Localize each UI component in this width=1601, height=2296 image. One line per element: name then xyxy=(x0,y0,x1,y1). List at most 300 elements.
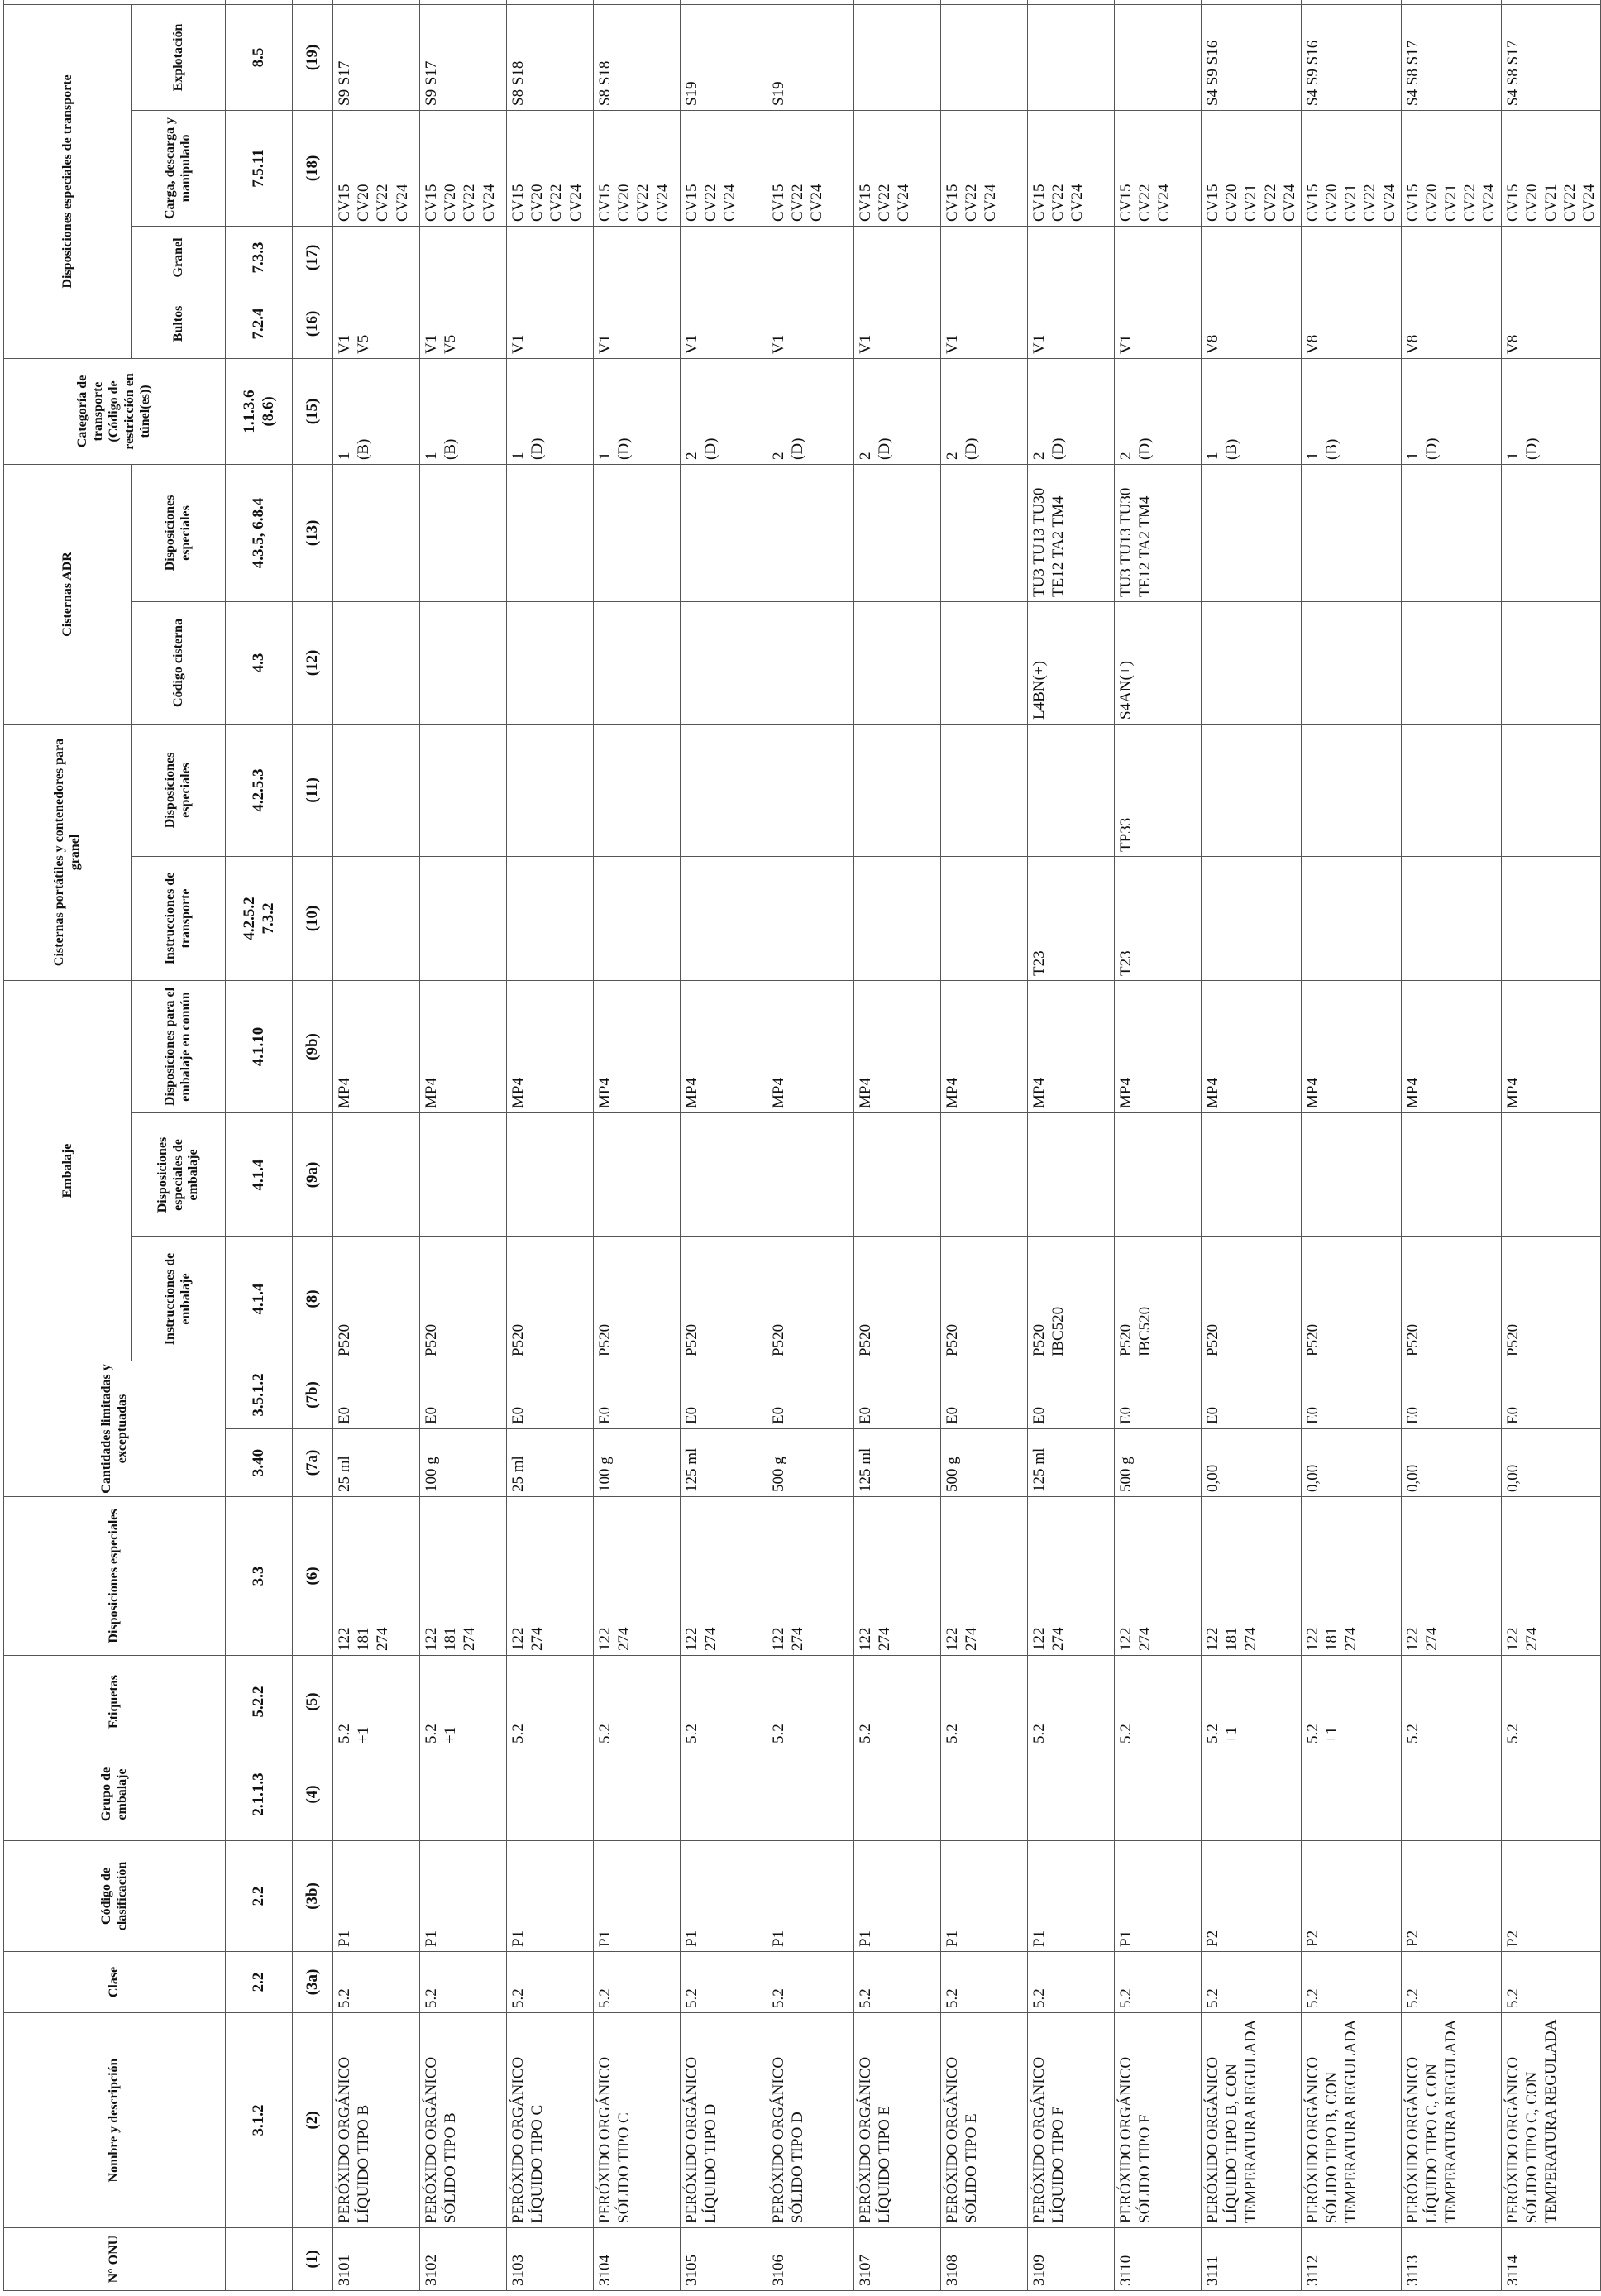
header-bulk: Granel xyxy=(132,226,226,289)
mixed-packing-cell: MP4 xyxy=(1115,980,1202,1112)
tank-special-cell xyxy=(594,464,681,601)
hazard-id-cell xyxy=(1202,0,1302,4)
name-description-cell: PERÓXIDO ORGÁNICO SÓLIDO TIPO C, CON TEMPERATURA REGULADA xyxy=(1501,2013,1601,2228)
un-number-cell: 3112 xyxy=(1301,2228,1401,2291)
loading-cell: CV15 CV22 CV24 xyxy=(1028,110,1115,226)
packages-cell: V8 xyxy=(1401,289,1501,358)
name-description-cell: PERÓXIDO ORGÁNICO LÍQUIDO TIPO F xyxy=(1028,2013,1115,2228)
table-row xyxy=(767,0,854,2291)
bulk-cell xyxy=(1028,226,1115,289)
packages-cell: V1 xyxy=(1115,289,1202,358)
table-row xyxy=(1501,0,1601,2291)
column-number-cell: (5) xyxy=(293,1656,333,1748)
column-number-cell: (9a) xyxy=(293,1113,333,1237)
excepted-quantity-cell: E0 xyxy=(1301,1361,1401,1429)
special-provisions-cell: 122 181 274 xyxy=(1301,1497,1401,1656)
header-name: Nombre y descripción xyxy=(4,2013,226,2228)
tank-special-cell xyxy=(1301,464,1401,601)
name-description-cell: PERÓXIDO ORGÁNICO SÓLIDO TIPO F xyxy=(1115,2013,1202,2228)
limited-quantity-cell: 125 ml xyxy=(681,1429,767,1497)
bulk-cell xyxy=(420,226,507,289)
transport-category-cell: 2 (D) xyxy=(1028,358,1115,464)
reference-cell: 4.1.4 xyxy=(226,1113,293,1237)
packing-group-cell xyxy=(1028,1748,1115,1841)
special-provisions-cell: 122 181 274 xyxy=(420,1497,507,1656)
labels-cell: 5.2 xyxy=(767,1656,854,1748)
packing-special-cell xyxy=(507,1113,594,1237)
packing-instructions-cell: P520 xyxy=(594,1237,681,1361)
operation-cell: S19 xyxy=(681,4,767,110)
hazard-id-cell xyxy=(1115,0,1202,4)
reference-cell: 2.1.1.3 xyxy=(226,1748,293,1841)
hazard-id-cell xyxy=(333,0,420,4)
hazard-id-cell xyxy=(1301,0,1401,4)
transport-category-cell: 1 (B) xyxy=(333,358,420,464)
transport-category-cell: 1 (D) xyxy=(507,358,594,464)
packages-cell: V1 xyxy=(941,289,1028,358)
loading-cell: CV15 CV22 CV24 xyxy=(681,110,767,226)
table-row xyxy=(854,0,941,2291)
header-limited-excepted: Cantidades limitadas y exceptuadas xyxy=(4,1361,226,1497)
packages-cell: V1 V5 xyxy=(333,289,420,358)
excepted-quantity-cell: E0 xyxy=(420,1361,507,1429)
packing-instructions-cell: P520 xyxy=(1202,1237,1302,1361)
class-cell: 5.2 xyxy=(1115,1952,1202,2013)
bulk-cell xyxy=(681,226,767,289)
bulk-cell xyxy=(1202,226,1302,289)
table-row xyxy=(1202,0,1302,2291)
transport-category-cell: 2 (D) xyxy=(1115,358,1202,464)
tank-code-cell xyxy=(854,601,941,724)
un-number-cell: 3103 xyxy=(507,2228,594,2291)
packing-instructions-cell: P520 xyxy=(1501,1237,1601,1361)
table-row xyxy=(1028,0,1115,2291)
table-row xyxy=(1301,0,1401,2291)
limited-quantity-cell: 0,00 xyxy=(1501,1429,1601,1497)
hazard-id-cell xyxy=(594,0,681,4)
packing-instructions-cell: P520 xyxy=(767,1237,854,1361)
labels-cell: 5.2 xyxy=(1115,1656,1202,1748)
packing-group-cell xyxy=(767,1748,854,1841)
packages-cell: V8 xyxy=(1202,289,1302,358)
class-cell: 5.2 xyxy=(1401,1952,1501,2013)
classification-code-cell: P1 xyxy=(854,1841,941,1952)
reference-cell: 4.1.4 xyxy=(226,1237,293,1361)
classification-code-cell: P2 xyxy=(1301,1841,1401,1952)
column-number-cell: (17) xyxy=(293,226,333,289)
packages-cell: V1 xyxy=(681,289,767,358)
column-number-cell: (12) xyxy=(293,601,333,724)
packing-instructions-cell: P520 xyxy=(333,1237,420,1361)
reference-cell: 7.3.3 xyxy=(226,226,293,289)
tank-code-cell xyxy=(1401,601,1501,724)
mixed-packing-cell: MP4 xyxy=(767,980,854,1112)
loading-cell: CV15 CV20 CV22 CV24 xyxy=(333,110,420,226)
packing-instructions-cell: P520 xyxy=(420,1237,507,1361)
classification-code-cell: P1 xyxy=(941,1841,1028,1952)
packing-special-cell xyxy=(1115,1113,1202,1237)
labels-cell: 5.2 +1 xyxy=(420,1656,507,1748)
name-description-cell: PERÓXIDO ORGÁNICO SÓLIDO TIPO D xyxy=(767,2013,854,2228)
portable-tank-special-cell xyxy=(420,724,507,856)
operation-cell: S4 S8 S17 xyxy=(1401,4,1501,110)
class-cell: 5.2 xyxy=(507,1952,594,2013)
packages-cell: V1 xyxy=(1028,289,1115,358)
tank-special-cell xyxy=(1401,464,1501,601)
header-special-provisions: Disposiciones especiales xyxy=(4,1497,226,1656)
limited-quantity-cell: 500 g xyxy=(767,1429,854,1497)
transport-category-cell: 1 (B) xyxy=(1202,358,1302,464)
labels-cell: 5.2 xyxy=(1401,1656,1501,1748)
header-pt-instructions: Instrucciones de transporte xyxy=(132,856,226,980)
bulk-cell xyxy=(333,226,420,289)
tank-code-cell xyxy=(507,601,594,724)
tank-special-cell xyxy=(507,464,594,601)
portable-tank-instructions-cell xyxy=(1401,856,1501,980)
transport-category-cell: 2 (D) xyxy=(854,358,941,464)
limited-quantity-cell: 100 g xyxy=(420,1429,507,1497)
portable-tank-special-cell xyxy=(1501,724,1601,856)
limited-quantity-cell: 0,00 xyxy=(1401,1429,1501,1497)
tank-special-cell xyxy=(420,464,507,601)
mixed-packing-cell: MP4 xyxy=(420,980,507,1112)
header-labels: Etiquetas xyxy=(4,1656,226,1748)
un-number-cell: 3113 xyxy=(1401,2228,1501,2291)
name-description-cell: PERÓXIDO ORGÁNICO SÓLIDO TIPO B, CON TEMPERATURA REGULADA xyxy=(1301,2013,1401,2228)
limited-quantity-cell: 25 ml xyxy=(333,1429,420,1497)
tank-code-cell xyxy=(1501,601,1601,724)
mixed-packing-cell: MP4 xyxy=(1401,980,1501,1112)
portable-tank-special-cell xyxy=(681,724,767,856)
reference-cell: 4.2.5.3 xyxy=(226,724,293,856)
packing-group-cell xyxy=(1401,1748,1501,1841)
name-description-cell: PERÓXIDO ORGÁNICO LÍQUIDO TIPO B, CON TEMPERATURA REGULADA xyxy=(1202,2013,1302,2228)
tank-code-cell xyxy=(767,601,854,724)
mixed-packing-cell: MP4 xyxy=(333,980,420,1112)
limited-quantity-cell: 500 g xyxy=(941,1429,1028,1497)
limited-quantity-cell: 0,00 xyxy=(1202,1429,1302,1497)
operation-cell: S8 S18 xyxy=(594,4,681,110)
portable-tank-special-cell xyxy=(854,724,941,856)
packing-special-cell xyxy=(941,1113,1028,1237)
column-number-cell xyxy=(293,0,333,4)
mixed-packing-cell: MP4 xyxy=(1501,980,1601,1112)
name-description-cell: PERÓXIDO ORGÁNICO SÓLIDO TIPO E xyxy=(941,2013,1028,2228)
hazard-id-cell xyxy=(1401,0,1501,4)
operation-cell: S8 S18 xyxy=(507,4,594,110)
column-number-cell: (18) xyxy=(293,110,333,226)
tank-code-cell xyxy=(594,601,681,724)
classification-code-cell: P2 xyxy=(1401,1841,1501,1952)
packing-group-cell xyxy=(1301,1748,1401,1841)
packing-instructions-cell: P520 xyxy=(941,1237,1028,1361)
name-description-cell: PERÓXIDO ORGÁNICO LÍQUIDO TIPO C xyxy=(507,2013,594,2228)
packing-group-cell xyxy=(941,1748,1028,1841)
packing-special-cell xyxy=(681,1113,767,1237)
table-row xyxy=(1401,0,1501,2291)
table-row xyxy=(941,0,1028,2291)
packing-special-cell xyxy=(333,1113,420,1237)
operation-cell: S9 S17 xyxy=(420,4,507,110)
header-classification-code: Código de clasificación xyxy=(4,1841,226,1952)
column-number-cell: (8) xyxy=(293,1237,333,1361)
packing-special-cell xyxy=(1401,1113,1501,1237)
column-number-cell: (7b) xyxy=(293,1361,333,1429)
tank-code-cell: S4AN(+) xyxy=(1115,601,1202,724)
transport-category-cell: 1 (B) xyxy=(420,358,507,464)
labels-cell: 5.2 +1 xyxy=(1301,1656,1401,1748)
portable-tank-special-cell: TP33 xyxy=(1115,724,1202,856)
reference-cell: 3.3 xyxy=(226,1497,293,1656)
special-provisions-cell: 122 274 xyxy=(1501,1497,1601,1656)
hazard-id-cell xyxy=(1501,0,1601,4)
excepted-quantity-cell: E0 xyxy=(767,1361,854,1429)
tank-code-cell xyxy=(420,601,507,724)
reference-cell: 4.2.5.2 7.3.2 xyxy=(226,856,293,980)
classification-code-cell: P1 xyxy=(420,1841,507,1952)
portable-tank-special-cell xyxy=(767,724,854,856)
class-cell: 5.2 xyxy=(854,1952,941,2013)
class-cell: 5.2 xyxy=(767,1952,854,2013)
packing-group-cell xyxy=(1202,1748,1302,1841)
header-adr-tanks: Cisternas ADR xyxy=(4,464,132,724)
hazard-id-cell xyxy=(767,0,854,4)
column-number-cell: (9b) xyxy=(293,980,333,1112)
table-row xyxy=(681,0,767,2291)
portable-tank-special-cell xyxy=(1202,724,1302,856)
header-tank-code: Código cisterna xyxy=(132,601,226,724)
loading-cell: CV15 CV20 CV21 CV22 CV24 xyxy=(1501,110,1601,226)
tank-code-cell: L4BN(+) xyxy=(1028,601,1115,724)
transport-category-cell: 1 (D) xyxy=(594,358,681,464)
packages-cell: V1 V5 xyxy=(420,289,507,358)
special-provisions-cell: 122 274 xyxy=(1401,1497,1501,1656)
limited-quantity-cell: 125 ml xyxy=(1028,1429,1115,1497)
loading-cell: CV15 CV20 CV21 CV22 CV24 xyxy=(1401,110,1501,226)
limited-quantity-cell: 500 g xyxy=(1115,1429,1202,1497)
header-packages: Bultos xyxy=(132,289,226,358)
reference-cell: 4.1.10 xyxy=(226,980,293,1112)
column-number-cell: (2) xyxy=(293,2013,333,2228)
column-number-cell: (6) xyxy=(293,1497,333,1656)
column-number-cell: (13) xyxy=(293,464,333,601)
excepted-quantity-cell: E0 xyxy=(941,1361,1028,1429)
portable-tank-instructions-cell xyxy=(681,856,767,980)
tank-special-cell xyxy=(333,464,420,601)
tank-code-cell xyxy=(333,601,420,724)
name-description-cell: PERÓXIDO ORGÁNICO LÍQUIDO TIPO B xyxy=(333,2013,420,2228)
header-packing-instructions: Instrucciones de embalaje xyxy=(132,1237,226,1361)
special-provisions-cell: 122 274 xyxy=(767,1497,854,1656)
transport-category-cell: 2 (D) xyxy=(941,358,1028,464)
excepted-quantity-cell: E0 xyxy=(1202,1361,1302,1429)
labels-cell: 5.2 xyxy=(594,1656,681,1748)
column-number-cell: (16) xyxy=(293,289,333,358)
portable-tank-special-cell xyxy=(594,724,681,856)
reference-cell: 4.3 xyxy=(226,601,293,724)
header-packing-group: Grupo de embalaje xyxy=(4,1748,226,1841)
portable-tank-instructions-cell: T23 xyxy=(1115,856,1202,980)
special-provisions-cell: 122 181 274 xyxy=(1202,1497,1302,1656)
table-body xyxy=(333,0,1601,2291)
packages-cell: V1 xyxy=(594,289,681,358)
packing-group-cell xyxy=(1115,1748,1202,1841)
operation-cell xyxy=(854,4,941,110)
packing-group-cell xyxy=(1501,1748,1601,1841)
labels-cell: 5.2 xyxy=(681,1656,767,1748)
column-number-cell: (3a) xyxy=(293,1952,333,2013)
tank-special-cell: TU3 TU13 TU30 TE12 TA2 TM4 xyxy=(1028,464,1115,601)
header-packing-special: Disposiciones especiales de embalaje xyxy=(132,1113,226,1237)
header-class: Clase xyxy=(4,1952,226,2013)
loading-cell: CV15 CV20 CV21 CV22 CV24 xyxy=(1202,110,1302,226)
loading-cell: CV15 CV20 CV21 CV22 CV24 xyxy=(1301,110,1401,226)
class-cell: 5.2 xyxy=(420,1952,507,2013)
class-cell: 5.2 xyxy=(1501,1952,1601,2013)
transport-category-cell: 1 (B) xyxy=(1301,358,1401,464)
column-number-cell: (1) xyxy=(293,2228,333,2291)
excepted-quantity-cell: E0 xyxy=(681,1361,767,1429)
mixed-packing-cell: MP4 xyxy=(1301,980,1401,1112)
bulk-cell xyxy=(1115,226,1202,289)
header-packaging: Embalaje xyxy=(4,980,132,1361)
class-cell: 5.2 xyxy=(594,1952,681,2013)
excepted-quantity-cell: E0 xyxy=(1501,1361,1601,1429)
classification-code-cell: P1 xyxy=(767,1841,854,1952)
un-number-cell: 3110 xyxy=(1115,2228,1202,2291)
portable-tank-instructions-cell xyxy=(941,856,1028,980)
header-un: N° ONU xyxy=(4,2228,226,2291)
table-header xyxy=(4,0,333,2291)
hazard-id-cell xyxy=(854,0,941,4)
classification-code-cell: P1 xyxy=(681,1841,767,1952)
packing-instructions-cell: P520 xyxy=(507,1237,594,1361)
un-number-cell: 3108 xyxy=(941,2228,1028,2291)
reference-cell: 5.2.2 xyxy=(226,1656,293,1748)
reference-cell xyxy=(226,2228,293,2291)
packing-special-cell xyxy=(594,1113,681,1237)
loading-cell: CV15 CV20 CV22 CV24 xyxy=(507,110,594,226)
dangerous-goods-table xyxy=(3,0,1601,2291)
reference-cell: 7.5.11 xyxy=(226,110,293,226)
operation-cell: S19 xyxy=(767,4,854,110)
packing-instructions-cell: P520 xyxy=(681,1237,767,1361)
reference-cell: 3.40 xyxy=(226,1429,293,1497)
table-row xyxy=(1115,0,1202,2291)
packing-instructions-cell: P520 xyxy=(1301,1237,1401,1361)
limited-quantity-cell: 25 ml xyxy=(507,1429,594,1497)
limited-quantity-cell: 0,00 xyxy=(1301,1429,1401,1497)
un-number-cell: 3107 xyxy=(854,2228,941,2291)
table-row xyxy=(594,0,681,2291)
special-provisions-cell: 122 274 xyxy=(854,1497,941,1656)
packing-instructions-cell: P520 IBC520 xyxy=(1115,1237,1202,1361)
packing-group-cell xyxy=(854,1748,941,1841)
table-row xyxy=(507,0,594,2291)
limited-quantity-cell: 125 ml xyxy=(854,1429,941,1497)
packing-special-cell xyxy=(1301,1113,1401,1237)
loading-cell: CV15 CV22 CV24 xyxy=(767,110,854,226)
transport-category-cell: 2 (D) xyxy=(681,358,767,464)
tank-code-cell xyxy=(1301,601,1401,724)
un-number-cell: 3101 xyxy=(333,2228,420,2291)
header-pt-special: Disposiciones especiales xyxy=(132,724,226,856)
un-number-cell: 3109 xyxy=(1028,2228,1115,2291)
excepted-quantity-cell: E0 xyxy=(1115,1361,1202,1429)
portable-tank-instructions-cell xyxy=(854,856,941,980)
packing-group-cell xyxy=(333,1748,420,1841)
un-number-cell: 3106 xyxy=(767,2228,854,2291)
un-number-cell: 3111 xyxy=(1202,2228,1302,2291)
portable-tank-instructions-cell xyxy=(420,856,507,980)
special-provisions-cell: 122 274 xyxy=(594,1497,681,1656)
packages-cell: V8 xyxy=(1501,289,1601,358)
packing-group-cell xyxy=(594,1748,681,1841)
header-mixed-packing: Disposiciones para el embalaje en común xyxy=(132,980,226,1112)
tank-special-cell xyxy=(1202,464,1302,601)
limited-quantity-cell: 100 g xyxy=(594,1429,681,1497)
tank-code-cell xyxy=(681,601,767,724)
column-number-cell: (4) xyxy=(293,1748,333,1841)
labels-cell: 5.2 xyxy=(854,1656,941,1748)
portable-tank-special-cell xyxy=(1028,724,1115,856)
portable-tank-instructions-cell xyxy=(1501,856,1601,980)
classification-code-cell: P1 xyxy=(1028,1841,1115,1952)
reference-cell: 2.2 xyxy=(226,1841,293,1952)
portable-tank-instructions-cell xyxy=(594,856,681,980)
column-number-cell: (10) xyxy=(293,856,333,980)
tank-code-cell xyxy=(1202,601,1302,724)
hazard-id-cell xyxy=(941,0,1028,4)
tank-special-cell xyxy=(1501,464,1601,601)
loading-cell: CV15 CV20 CV22 CV24 xyxy=(420,110,507,226)
portable-tank-instructions-cell: T23 xyxy=(1028,856,1115,980)
labels-cell: 5.2 xyxy=(1501,1656,1601,1748)
packages-cell: V1 xyxy=(507,289,594,358)
tank-special-cell xyxy=(941,464,1028,601)
classification-code-cell: P1 xyxy=(333,1841,420,1952)
packing-instructions-cell: P520 xyxy=(854,1237,941,1361)
packing-group-cell xyxy=(681,1748,767,1841)
classification-code-cell: P1 xyxy=(1115,1841,1202,1952)
labels-cell: 5.2 xyxy=(1028,1656,1115,1748)
packing-special-cell xyxy=(1202,1113,1302,1237)
hazard-id-cell xyxy=(420,0,507,4)
mixed-packing-cell: MP4 xyxy=(594,980,681,1112)
mixed-packing-cell: MP4 xyxy=(1028,980,1115,1112)
mixed-packing-cell: MP4 xyxy=(507,980,594,1112)
reference-cell: 7.2.4 xyxy=(226,289,293,358)
labels-cell: 5.2 +1 xyxy=(333,1656,420,1748)
header-portable-tanks: Cisternas portátiles y contenedores para granel xyxy=(4,724,132,980)
operation-cell: S9 S17 xyxy=(333,4,420,110)
classification-code-cell: P2 xyxy=(1202,1841,1302,1952)
packages-cell: V8 xyxy=(1301,289,1401,358)
column-number-cell: (19) xyxy=(293,4,333,110)
portable-tank-instructions-cell xyxy=(1202,856,1302,980)
class-cell: 5.2 xyxy=(333,1952,420,2013)
column-number-cell: (15) xyxy=(293,358,333,464)
mixed-packing-cell: MP4 xyxy=(1202,980,1302,1112)
operation-cell xyxy=(1115,4,1202,110)
transport-category-cell: 2 (D) xyxy=(767,358,854,464)
column-number-row xyxy=(293,0,333,2291)
portable-tank-instructions-cell xyxy=(1301,856,1401,980)
reference-cell xyxy=(226,0,293,4)
packing-special-cell xyxy=(420,1113,507,1237)
labels-cell: 5.2 +1 xyxy=(1202,1656,1302,1748)
excepted-quantity-cell: E0 xyxy=(1401,1361,1501,1429)
